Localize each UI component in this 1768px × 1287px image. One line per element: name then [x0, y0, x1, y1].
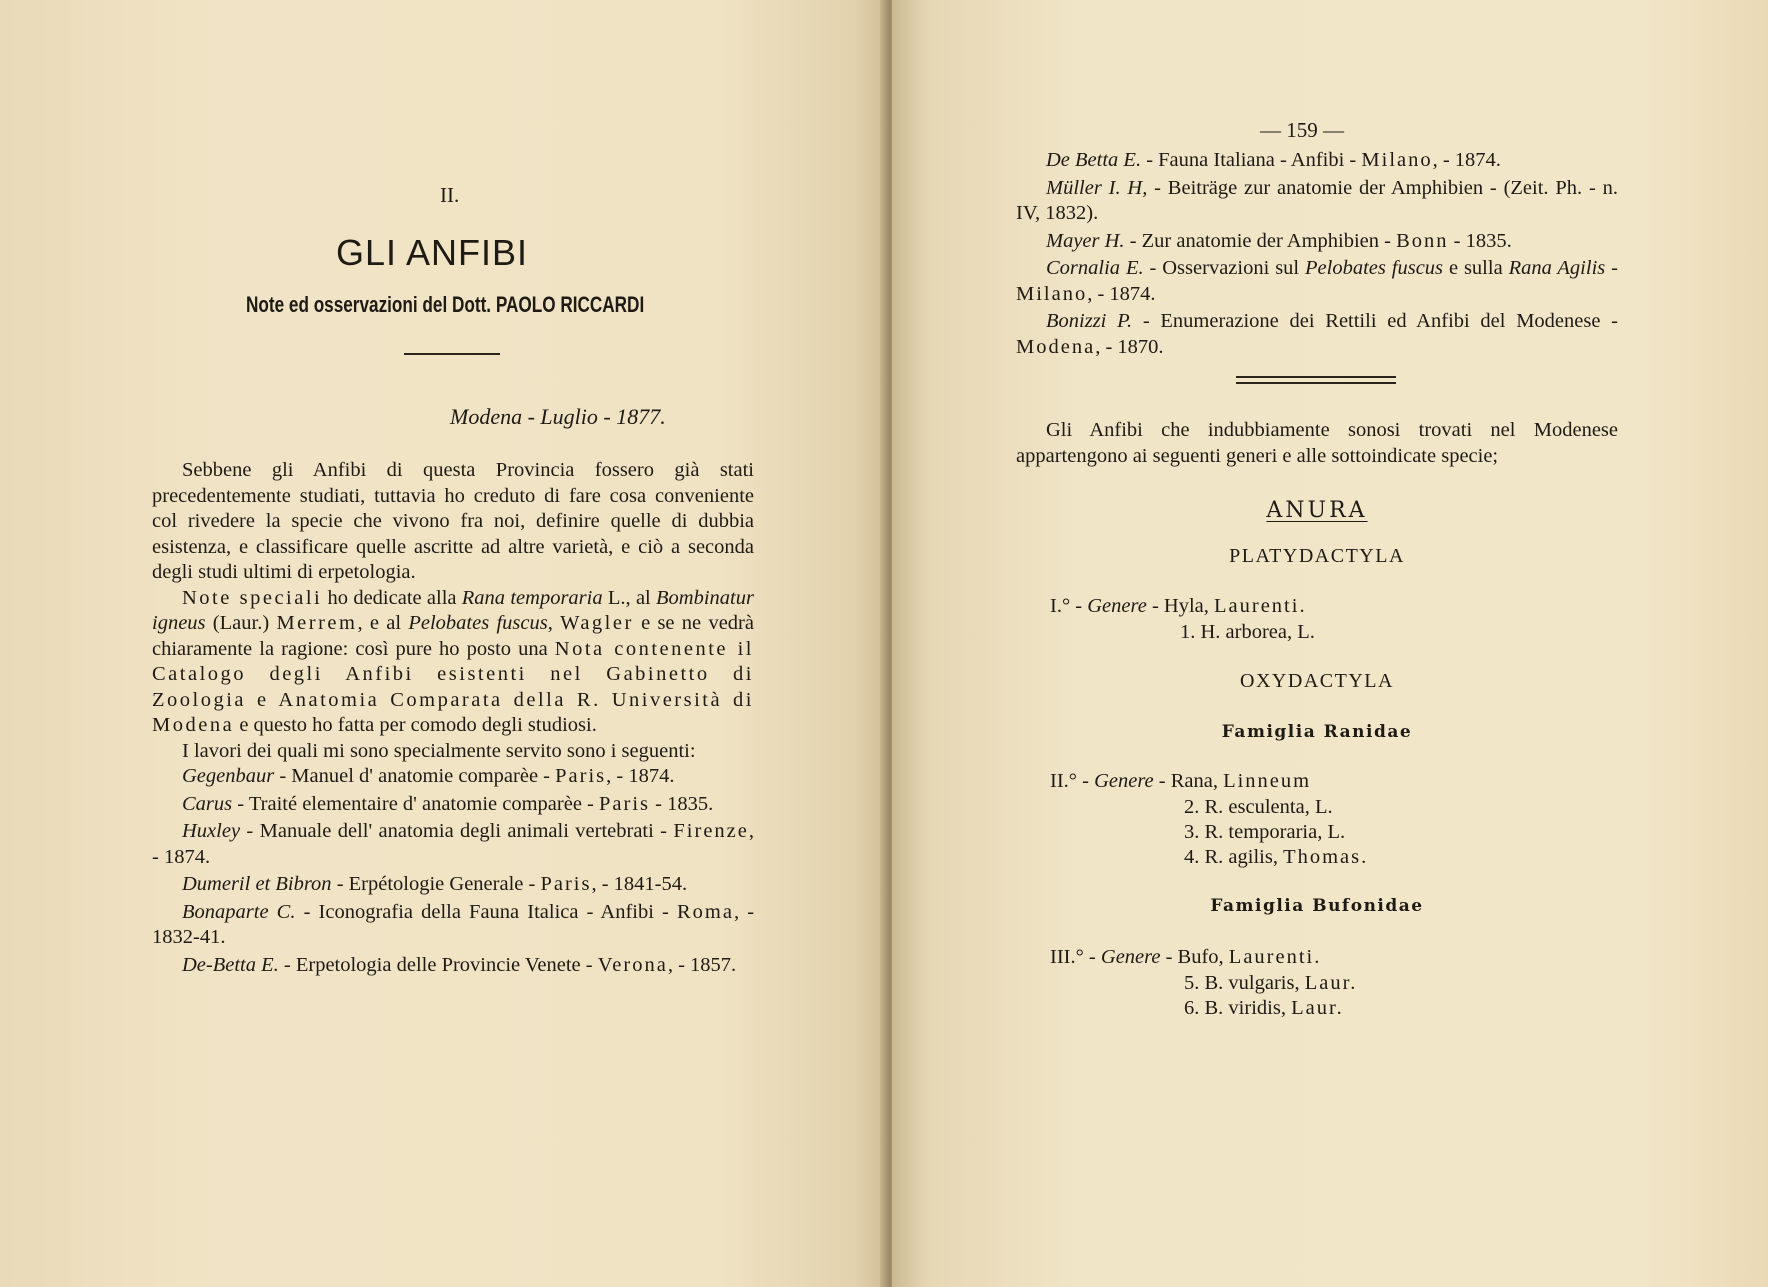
double-rule-top	[1236, 376, 1396, 378]
article-title: GLI ANFIBI	[336, 232, 529, 273]
reference-item: De Betta E. - Fauna Italiana - Anfibi - Milano, - 1874.	[1046, 149, 1501, 171]
left-reference-list	[152, 764, 754, 978]
title-rule	[404, 353, 500, 355]
species-item: 3. R. temporaria, L.	[1184, 821, 1346, 843]
reference-item: Huxley - Manuale dell' anatomia degli animali vertebrati - Firenze, - 1874.	[152, 820, 754, 868]
right-page	[892, 0, 1768, 1287]
order-heading: ANURA	[1266, 498, 1368, 523]
species-item: 1. H. arborea, L.	[1180, 621, 1315, 643]
group-heading-platydactyla: PLATYDACTYLA	[1229, 545, 1405, 567]
reference-item: Cornalia E. - Osservazioni sul Pelobates fuscus e sulla Rana Agilis - Milano, - 1874.	[1016, 257, 1618, 305]
right-intro	[1016, 418, 1618, 469]
left-body	[152, 458, 754, 980]
paragraph-notes: Note speciali ho dedicate alla Rana temporaria L., al Bombinatur igneus (Laur.) Merrem, e al Pelobates fuscus, Wagler e se ne vedrà chiaramente la ragione: così pure ho posto una Nota contenente il Catalogo degli Anfibi esistenti nel Gabinetto di Zoologia e Anatomia Comparata della R. Università di Modena e questo ho fatta per comodo degli studiosi.	[152, 586, 754, 736]
paragraph-intro: Sebbene gli Anfibi di questa Provincia fossero già stati precedentemente studiati, tuttavia ho creduto di fare cosa conveniente col rivedere la specie che vivono fra noi, definire quelle di dubbia esistenza, e classificare quelle ascritte ad altre varietà, e ciò a seconda degli studi ultimi di erpetologia.	[152, 459, 754, 583]
section-number: II.	[440, 183, 460, 207]
reference-item: Müller I. H, - Beiträge zur anatomie der Amphibien - (Zeit. Ph. - n. IV, 1832).	[1016, 176, 1618, 224]
right-reference-list	[1016, 148, 1618, 362]
reference-item: Gegenbaur - Manuel d' anatomie comparèe - Paris, - 1874.	[182, 765, 675, 787]
place-date: Modena - Luglio - 1877.	[450, 404, 666, 429]
species-item: 4. R. agilis, Thomas.	[1184, 846, 1369, 868]
species-item: 5. B. vulgaris, Laur.	[1184, 972, 1358, 994]
reference-item: De-Betta E. - Erpetologia delle Provincie Venete - Verona, - 1857.	[182, 953, 737, 976]
reference-item: Carus - Traité elementaire d' anatomie comparèe - Paris - 1835.	[182, 792, 714, 815]
article-subtitle: Note ed osservazioni del Dott. PAOLO RICCARDI	[246, 292, 645, 317]
genus-line-bufo: III.° - Genere - Bufo, Laurenti.	[1050, 946, 1322, 968]
page-number: — 159 —	[1260, 118, 1344, 142]
reference-item: Mayer H. - Zur anatomie der Amphibien - Bonn - 1835.	[1046, 229, 1512, 252]
reference-item: Bonizzi P. - Enumerazione dei Rettili ed Anfibi del Modenese - Modena, - 1870.	[1016, 310, 1619, 358]
species-item: 6. B. viridis, Laur.	[1184, 997, 1344, 1019]
genus-line-hyla: I.° - Genere - Hyla, Laurenti.	[1050, 595, 1307, 617]
genus-line-rana: II.° - Genere - Rana, Linneum	[1050, 770, 1312, 792]
family-heading-bufonidae: Famiglia Bufonidae	[1210, 896, 1424, 916]
group-heading-oxydactyla: OXYDACTYLA	[1240, 670, 1394, 692]
paragraph-works: I lavori dei quali mi sono specialmente servito sono i seguenti:	[182, 739, 696, 762]
reference-item: Bonaparte C. - Iconografia della Fauna Italica - Anfibi - Roma, - 1832-41.	[152, 900, 755, 948]
double-rule-bottom	[1236, 382, 1396, 384]
family-heading-ranidae: Famiglia Ranidae	[1221, 722, 1413, 742]
species-item: 2. R. esculenta, L.	[1184, 796, 1333, 818]
paragraph-species-intro: Gli Anfibi che indubbiamente sonosi trovati nel Modenese appartengono ai seguenti generi e alle sottoindicate specie;	[1016, 419, 1618, 467]
reference-item: Dumeril et Bibron - Erpétologie Generale - Paris, - 1841-54.	[182, 873, 688, 895]
